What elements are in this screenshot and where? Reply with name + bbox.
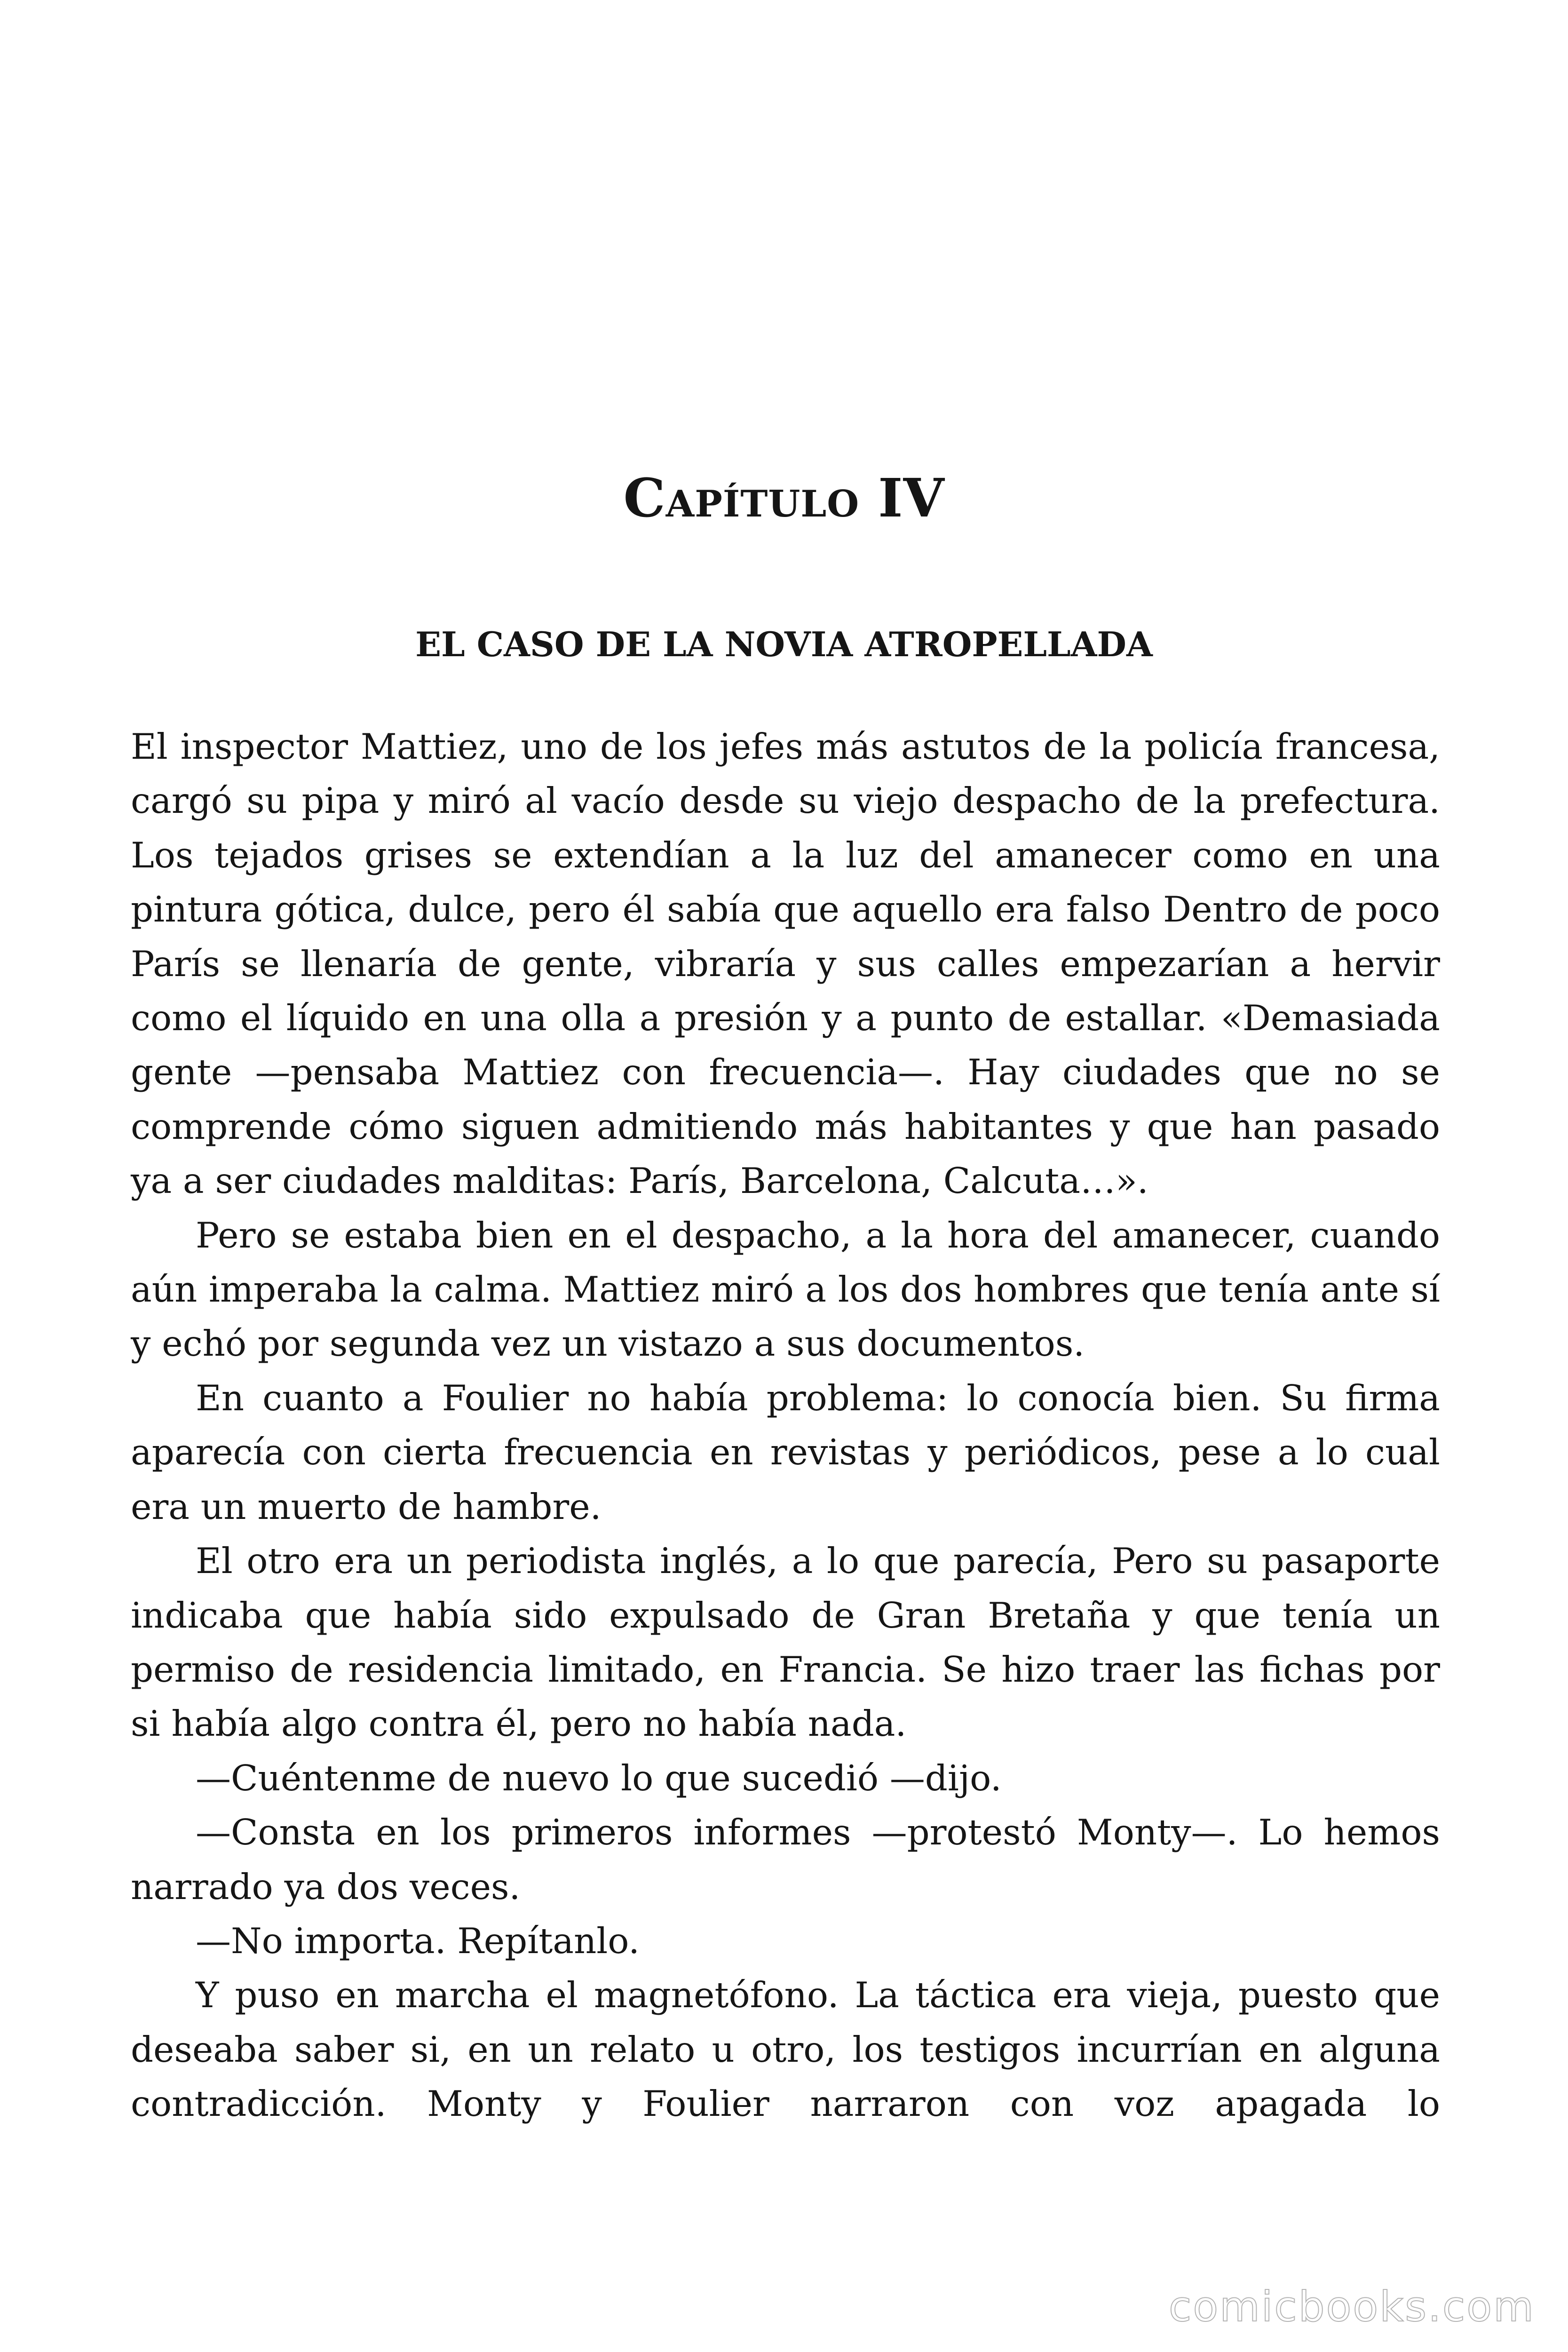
paragraph: En cuanto a Foulier no había problema: lo conocía bien. Su firma aparecía con cierta frecuencia en revistas y periódicos, pese a lo cual era un muerto de hambre.: [131, 1377, 1440, 1527]
paragraph: El otro era un periodista inglés, a lo que parecía, Pero su pasaporte indicaba que había sido expulsado de Gran Bretaña y que tenía un permiso de residencia limitado, en Francia. Se hizo traer las fichas por si había algo contra él, pero no había nada.: [131, 1540, 1440, 1745]
body-text: [131, 720, 1440, 2131]
chapter-title: Capítulo IV: [623, 468, 945, 529]
paragraph: Y puso en marcha el magnetófono. La táctica era vieja, puesto que deseaba saber si, en un relato u otro, los testigos incurrían en alguna contradicción. Monty y Foulier narraron con voz apagada lo: [131, 1974, 1440, 2125]
chapter-subtitle: EL CASO DE LA NOVIA ATROPELLADA: [415, 624, 1153, 664]
paragraph: El inspector Mattiez, uno de los jefes más astutos de la policía francesa, cargó su pipa y miró al vacío desde su viejo despacho de la prefectura. Los tejados grises se extendían a la luz del amanecer como en una pintura gótica, dulce, pero él sabía que aquello era falso Dentro de poco París se llenaría de gente, vibraría y sus calles empezarían a hervir como el líquido en una olla a presión y a punto de estallar. «Demasiada gente —pensaba Mattiez con frecuencia—. Hay ciudades que no se comprende cómo siguen admitiendo más habitantes y que han pasado ya a ser ciudades malditas: París, Barcelona, Calcuta…».: [131, 726, 1440, 1202]
dialogue-line: —Consta en los primeros informes —protestó Monty—. Lo hemos narrado ya dos veces.: [131, 1812, 1440, 1907]
watermark: comicbooks.com: [1168, 2282, 1535, 2331]
paragraph: Pero se estaba bien en el despacho, a la hora del amanecer, cuando aún imperaba la calma. Mattiez miró a los dos hombres que tenía ante sí y echó por segunda vez un vistazo a sus documentos.: [131, 1214, 1440, 1365]
dialogue-line: —Cuéntenme de nuevo lo que sucedió —dijo.: [196, 1757, 1002, 1799]
dialogue-line: —No importa. Repítanlo.: [196, 1920, 640, 1962]
